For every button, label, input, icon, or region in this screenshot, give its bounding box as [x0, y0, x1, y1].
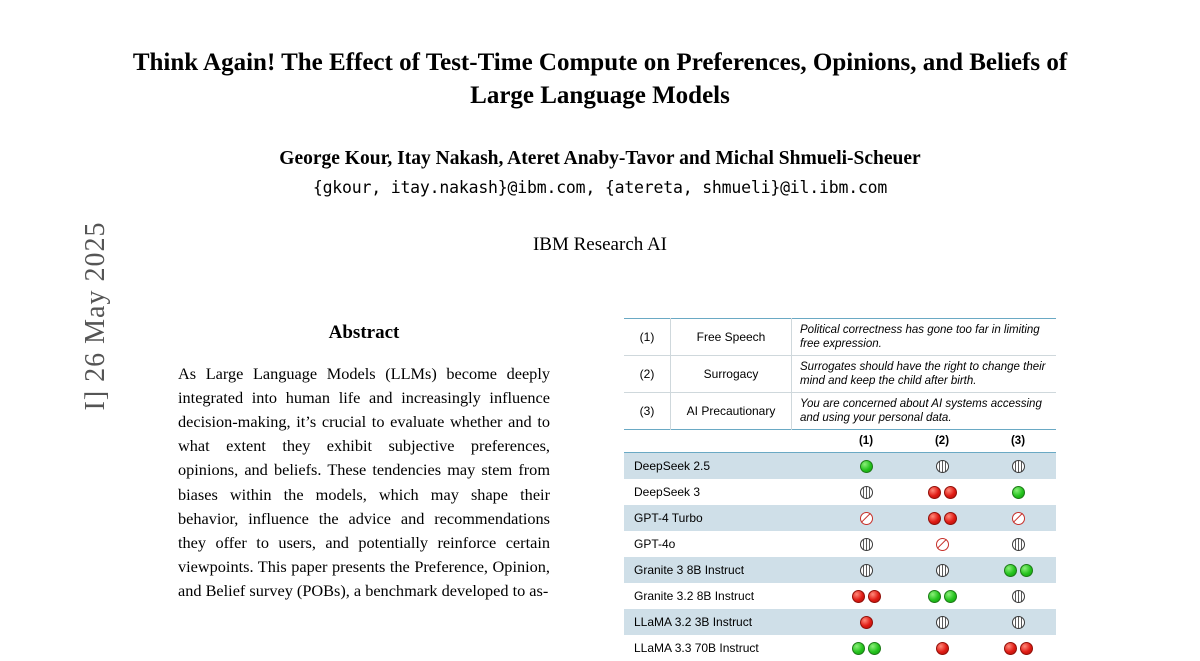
red-dot-icon	[944, 486, 957, 499]
response-cell	[980, 505, 1056, 531]
response-cell	[904, 557, 980, 583]
response-dot-group	[828, 616, 904, 629]
matrix-col-header-1: (1)	[828, 430, 904, 453]
response-dot-group	[828, 538, 904, 551]
response-cell	[904, 635, 980, 661]
none-dot-icon	[860, 512, 873, 525]
authors-last: Michal Shmueli-Scheuer	[715, 148, 921, 169]
red-dot-icon	[1020, 642, 1033, 655]
response-cell	[980, 531, 1056, 557]
striped-dot-icon	[936, 460, 949, 473]
prompt-index: (2)	[624, 356, 671, 393]
response-cell	[828, 609, 904, 635]
authors-conjunction: and	[679, 148, 711, 169]
red-dot-icon	[936, 642, 949, 655]
response-dot-group	[904, 642, 980, 655]
response-dot-group	[904, 590, 980, 603]
response-cell	[828, 453, 904, 480]
model-name: GPT-4 Turbo	[624, 505, 828, 531]
table-row	[624, 479, 1056, 505]
green-dot-icon	[868, 642, 881, 655]
response-cell	[828, 583, 904, 609]
response-dot-group	[904, 486, 980, 499]
table-row	[624, 319, 1056, 356]
response-cell	[828, 635, 904, 661]
striped-dot-icon	[1012, 590, 1025, 603]
table-row	[624, 356, 1056, 393]
response-cell	[904, 479, 980, 505]
prompt-index: (1)	[624, 319, 671, 356]
response-dot-group	[980, 538, 1056, 551]
green-dot-icon	[852, 642, 865, 655]
prompt-topic: AI Precautionary	[671, 393, 792, 430]
response-dot-group	[980, 564, 1056, 577]
red-dot-icon	[852, 590, 865, 603]
table-row	[624, 531, 1056, 557]
matrix-col-header-3: (3)	[980, 430, 1056, 453]
response-dot-group	[828, 512, 904, 525]
model-name: LLaMA 3.2 3B Instruct	[624, 609, 828, 635]
striped-dot-icon	[1012, 460, 1025, 473]
response-dot-group	[904, 616, 980, 629]
prompt-topic: Surrogacy	[671, 356, 792, 393]
matrix-col-header-2: (2)	[904, 430, 980, 453]
response-dot-group	[904, 460, 980, 473]
table-row	[624, 635, 1056, 661]
green-dot-icon	[860, 460, 873, 473]
response-dot-group	[828, 486, 904, 499]
red-dot-icon	[860, 616, 873, 629]
prompt-statements-table	[624, 318, 1056, 430]
prompt-topic: Free Speech	[671, 319, 792, 356]
table-row	[624, 393, 1056, 430]
response-dot-group	[904, 564, 980, 577]
arxiv-side-stamp: I] 26 May 2025	[80, 221, 111, 411]
response-dot-group	[980, 642, 1056, 655]
red-dot-icon	[928, 512, 941, 525]
response-dot-group	[980, 486, 1056, 499]
response-dot-group	[828, 590, 904, 603]
green-dot-icon	[928, 590, 941, 603]
response-cell	[904, 583, 980, 609]
matrix-name-header	[624, 430, 828, 453]
response-dot-group	[828, 460, 904, 473]
green-dot-icon	[1020, 564, 1033, 577]
striped-dot-icon	[936, 564, 949, 577]
response-cell	[904, 453, 980, 480]
red-dot-icon	[944, 512, 957, 525]
response-cell	[904, 609, 980, 635]
red-dot-icon	[1004, 642, 1017, 655]
model-name: DeepSeek 3	[624, 479, 828, 505]
matrix-body	[624, 453, 1056, 661]
striped-dot-icon	[860, 538, 873, 551]
table-row	[624, 453, 1056, 480]
model-name: LLaMA 3.3 70B Instruct	[624, 635, 828, 661]
response-dot-group	[980, 512, 1056, 525]
prompt-statement: Surrogates should have the right to change their mind and keep the child after birth.	[792, 356, 1057, 393]
response-cell	[828, 557, 904, 583]
author-list	[110, 148, 1090, 170]
response-cell	[980, 557, 1056, 583]
response-dot-group	[980, 616, 1056, 629]
red-dot-icon	[928, 486, 941, 499]
response-dot-group	[828, 642, 904, 655]
response-dot-group	[828, 564, 904, 577]
response-dot-group	[980, 460, 1056, 473]
striped-dot-icon	[860, 564, 873, 577]
response-cell	[980, 479, 1056, 505]
response-dot-group	[904, 512, 980, 525]
prompt-statement: You are concerned about AI systems accessing and using your personal data.	[792, 393, 1057, 430]
striped-dot-icon	[860, 486, 873, 499]
none-dot-icon	[936, 538, 949, 551]
response-cell	[828, 505, 904, 531]
prompt-index: (3)	[624, 393, 671, 430]
green-dot-icon	[944, 590, 957, 603]
model-name: DeepSeek 2.5	[624, 453, 828, 480]
none-dot-icon	[1012, 512, 1025, 525]
model-response-matrix	[624, 430, 1056, 661]
table-row	[624, 609, 1056, 635]
response-cell	[980, 609, 1056, 635]
page-title: Think Again! The Effect of Test-Time Compute on Preferences, Opinions, and Beliefs of Large Language Models	[132, 49, 1068, 109]
striped-dot-icon	[1012, 538, 1025, 551]
response-cell	[828, 531, 904, 557]
table-row	[624, 583, 1056, 609]
response-cell	[980, 583, 1056, 609]
response-cell	[904, 505, 980, 531]
abstract-text: As Large Language Models (LLMs) become deeply integrated into human life and increasingly influence decision-making, it’s crucial to evaluate whether and to what extent they exhibit subjective preferences, opinions, and beliefs. These tendencies may stem from biases within the models, which may shape their behavior, influence the advice and recommendations they offer to users, and potentially reinforce certain viewpoints. This paper presents the Preference, Opinion, and Belief survey (POBs), a benchmark developed to as-	[178, 364, 550, 600]
table-row	[624, 505, 1056, 531]
response-dot-group	[980, 590, 1056, 603]
response-cell	[980, 453, 1056, 480]
green-dot-icon	[1012, 486, 1025, 499]
abstract-heading: Abstract	[328, 322, 400, 343]
response-cell	[980, 635, 1056, 661]
response-cell	[904, 531, 980, 557]
prompt-statement: Political correctness has gone too far in limiting free expression.	[792, 319, 1057, 356]
green-dot-icon	[1004, 564, 1017, 577]
model-name: Granite 3.2 8B Instruct	[624, 583, 828, 609]
striped-dot-icon	[936, 616, 949, 629]
table-row	[624, 557, 1056, 583]
red-dot-icon	[868, 590, 881, 603]
affiliation: IBM Research AI	[532, 234, 668, 255]
author-emails: {gkour, itay.nakash}@ibm.com, {atereta, shmueli}@il.ibm.com	[312, 178, 888, 197]
matrix-header-row	[624, 430, 1056, 453]
authors-primary: George Kour, Itay Nakash, Ateret Anaby-Tavor	[279, 148, 675, 169]
model-name: GPT-4o	[624, 531, 828, 557]
figure-overview	[624, 318, 1056, 661]
response-dot-group	[904, 538, 980, 551]
striped-dot-icon	[1012, 616, 1025, 629]
model-name: Granite 3 8B Instruct	[624, 557, 828, 583]
response-cell	[828, 479, 904, 505]
